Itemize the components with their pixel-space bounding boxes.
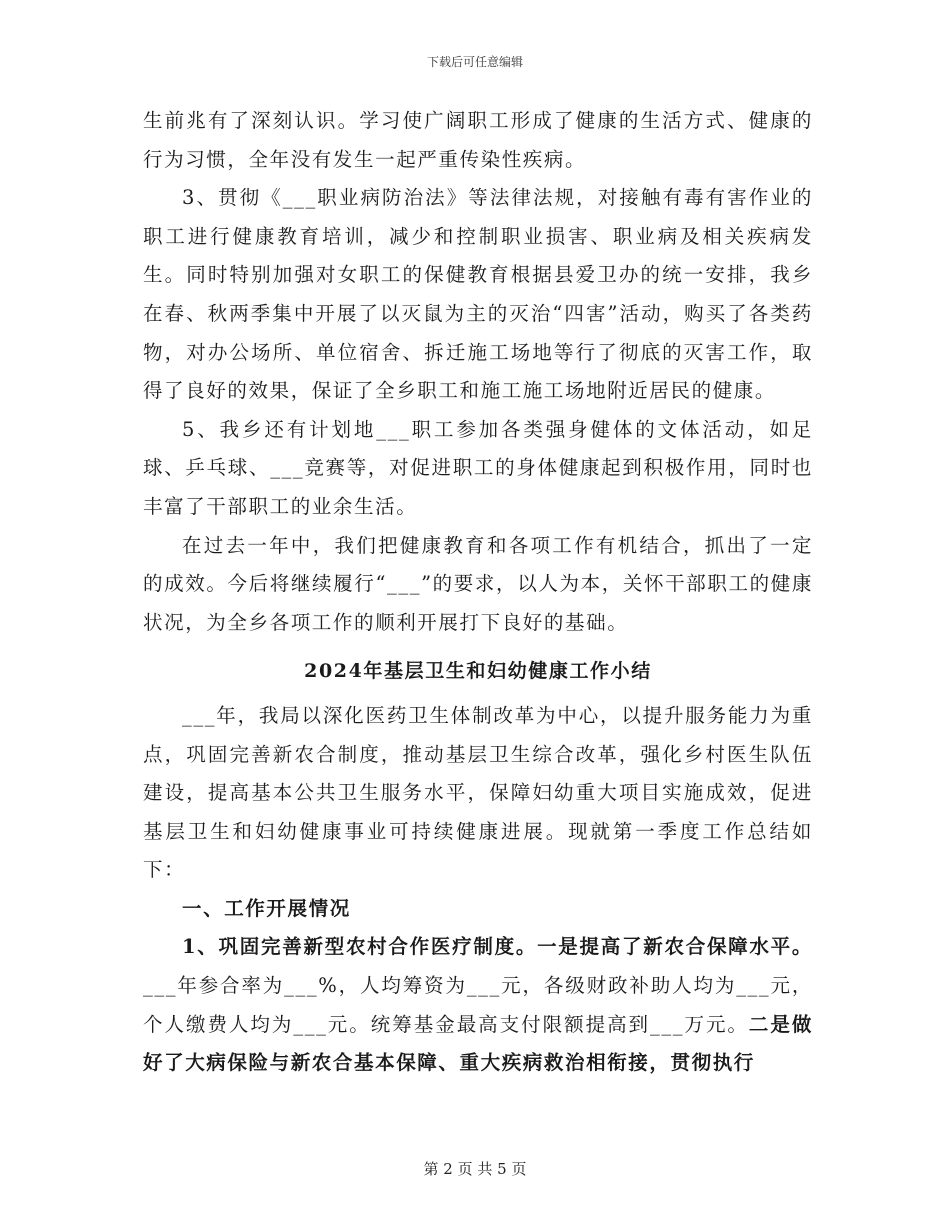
paragraph-conclusion: 在过去一年中，我们把健康教育和各项工作有机结合，抓出了一定的成效。今后将继续履行“___”的要求，以人为本，关怀干部职工的健康状况，为全乡各项工作的顺利开展打下良好的基础。 [143,533,813,634]
paragraph-continuation: 生前兆有了深刻认识。学习使广阔职工形成了健康的生活方式、健康的行为习惯，全年没有发生一起严重传染性疾病。 [143,109,813,171]
document-title: 2024年基层卫生和妇幼健康工作小结 [304,660,652,683]
paragraph-item-5: 5、我乡还有计划地___职工参加各类强身健体的文体活动，如足球、乒乓球、___竞赛等，对促进职工的身体健康起到积极作用，同时也丰富了干部职工的业余生活。 [143,417,813,518]
paragraph-intro: ___年，我局以深化医药卫生体制改革为中心，以提升服务能力为重点，巩固完善新农合制度，推动基层卫生综合改革，强化乡村医生队伍建设，提高基本公共卫生服务水平，保障妇幼重大项目实施成效，促进基层卫生和妇幼健康事业可持续健康进展。现就第一季度工作总结如下： [143,703,813,882]
paragraph-item-1 [143,928,813,1082]
bold-point-text: 二是做好了大病保险与新农合基本保障、重大疾病救治相衔接，贯彻执行 [143,1012,813,1075]
document-body [143,102,813,1083]
statistics-text: ___年参合率为___%，人均筹资为___元，各级财政补助人均为___元，个人缴费人均为___元。统筹基金最高支付限额提高到___万元。 [143,974,813,1036]
section-heading: 一、工作开展情况 [182,896,351,920]
page-header-note: 下载后可任意编辑 [426,55,523,69]
bold-lead-text: 1、巩固完善新型农村合作医疗制度。一是提高了新农合保障水平。 [182,935,813,959]
paragraph-item-3: 3、贯彻《___职业病防治法》等法律法规，对接触有毒有害作业的职工进行健康教育培训，减少和控制职业损害、职业病及相关疾病发生。同时特别加强对女职工的保健教育根据县爱卫办的统一安排，我乡在春、秋两季集中开展了以灭鼠为主的灭治“四害”活动，购买了各类药物，对办公场所、单位宿舍、拆迁施工场地等行了彻底的灭害工作，取得了良好的效果，保证了全乡职工和施工施工场地附近居民的健康。 [143,186,813,403]
page-number: 第 2 页 共 5 页 [423,1160,527,1178]
